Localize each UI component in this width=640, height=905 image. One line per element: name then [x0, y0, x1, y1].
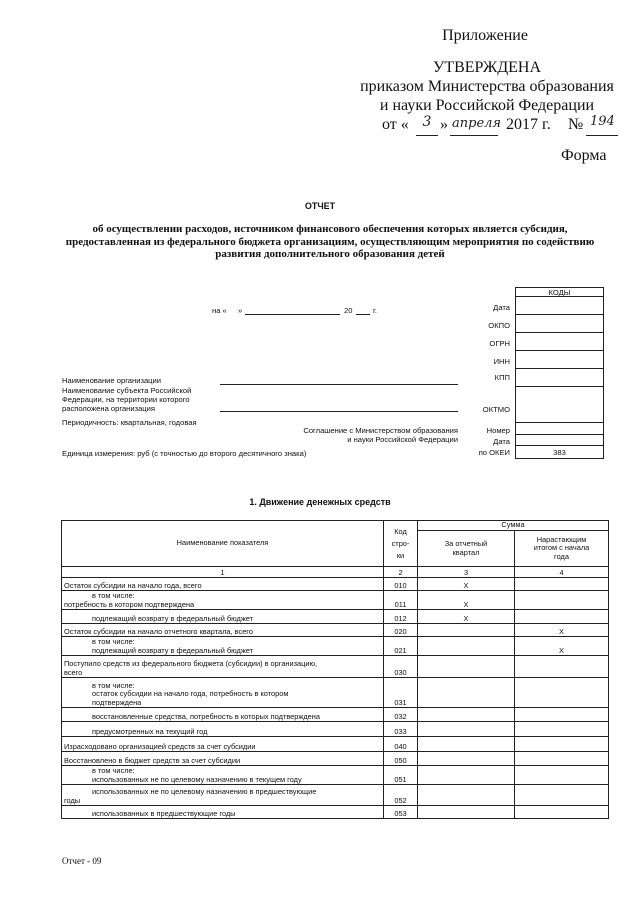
- col-number-1: 1: [62, 567, 384, 578]
- row-quarter-value[interactable]: [418, 737, 515, 752]
- appendix-label: Приложение: [442, 27, 528, 44]
- row-label: [62, 678, 384, 708]
- okei-value: 383: [553, 448, 566, 457]
- report-title: ОТЧЕТ: [304, 201, 336, 211]
- row-label-text-continued: подтверждена: [92, 697, 142, 707]
- row-code: 050: [384, 752, 418, 766]
- col-header-code: [384, 521, 418, 567]
- row-cumulative-value[interactable]: [515, 678, 609, 708]
- table-row-053: [62, 806, 609, 819]
- row-label: [62, 785, 384, 806]
- codes-title: КОДЫ: [548, 288, 571, 297]
- row-label: Израсходовано организацией средств за счет субсидии: [62, 737, 384, 752]
- table-row-051: [62, 766, 609, 785]
- subject-label-line-1: Наименование субъекта Российской: [62, 386, 192, 395]
- row-quarter-value[interactable]: [418, 637, 515, 656]
- row-label-text: потребность в котором подтверждена: [64, 599, 195, 609]
- unit-label: Единица измерения: руб (с точностью до второго десятичного знака): [62, 449, 307, 458]
- table-row-052: [62, 785, 609, 806]
- row-label: восстановленные средства, потребность в которых подтверждена: [62, 708, 384, 722]
- row-quarter-value[interactable]: [418, 752, 515, 766]
- row-label-text: подлежащий возврату в федеральный бюджет: [92, 645, 254, 655]
- report-date-quote: »: [238, 306, 243, 315]
- subject-label: [62, 386, 191, 413]
- row-code: 040: [384, 737, 418, 752]
- code-label-okpo: ОКПО: [488, 321, 510, 330]
- col-header-code-line-1: Код: [394, 526, 407, 536]
- row-code: 032: [384, 708, 418, 722]
- code-label-inn: ИНН: [493, 357, 510, 366]
- table-row-020: [62, 624, 609, 637]
- report-date-year: 20: [344, 306, 353, 315]
- row-label-prefix: в том числе:: [92, 680, 135, 690]
- row-label-prefix: в том числе:: [92, 637, 135, 647]
- row-label-suffix: годы: [64, 795, 81, 805]
- row-cumulative-value[interactable]: [515, 785, 609, 806]
- row-code: 020: [384, 624, 418, 637]
- code-label-kpp: КПП: [494, 373, 510, 382]
- report-subtitle: [40, 223, 620, 261]
- section-title: 1. Движение денежных средств: [249, 497, 391, 507]
- table-row-040: [62, 737, 609, 752]
- row-cumulative-value[interactable]: [515, 766, 609, 785]
- table-row-032: [62, 708, 609, 722]
- order-line-2: и науки Российской Федерации: [379, 97, 595, 114]
- order-date-prefix: от «: [382, 116, 409, 133]
- row-code: 053: [384, 806, 418, 819]
- col-number-4: 4: [515, 567, 609, 578]
- report-subtitle-line-3: развития дополнительного образования детей: [215, 248, 445, 260]
- table-row-021: [62, 637, 609, 656]
- code-label-agreement-date: Дата: [493, 437, 510, 446]
- form-label: Форма: [561, 147, 607, 164]
- col-header-name: Наименование показателя: [62, 521, 384, 567]
- agreement-label-line-1: Соглашение с Министерством образования: [303, 426, 458, 435]
- col-header-cumulative: [515, 531, 609, 567]
- table-row-050: [62, 752, 609, 766]
- table-row-010: [62, 578, 609, 591]
- row-code: 012: [384, 610, 418, 624]
- col-header-code-line-3: ки: [396, 550, 405, 560]
- row-cumulative-value[interactable]: [515, 656, 609, 678]
- row-label-text: использованных не по целевому назначению в предшествующие: [92, 787, 317, 797]
- report-date-g: г.: [373, 306, 377, 315]
- org-name-label: Наименование организации: [62, 376, 161, 385]
- row-quarter-value: X: [418, 591, 515, 610]
- row-cumulative-value[interactable]: [515, 722, 609, 737]
- code-label-number: Номер: [486, 426, 510, 435]
- order-number: 194: [590, 114, 615, 129]
- row-cumulative-value: X: [515, 637, 609, 656]
- cash-flow-table: [61, 520, 609, 819]
- row-label: Восстановлено в бюджет средств за счет субсидии: [62, 752, 384, 766]
- order-month: апреля: [452, 116, 502, 131]
- row-code: 051: [384, 766, 418, 785]
- row-label: использованных в предшествующие годы: [62, 806, 384, 819]
- row-cumulative-value[interactable]: [515, 610, 609, 624]
- report-year-field[interactable]: [356, 314, 370, 315]
- code-label-date: Дата: [493, 303, 510, 312]
- col-header-sum: Сумма: [418, 521, 609, 531]
- order-day: 3: [422, 114, 432, 130]
- row-quarter-value[interactable]: [418, 656, 515, 678]
- col-header-quarter-line-1: За отчетный: [444, 539, 488, 549]
- row-quarter-value[interactable]: [418, 806, 515, 819]
- code-label-okei: по ОКЕИ: [478, 448, 510, 457]
- order-number-sign: №: [568, 116, 584, 133]
- col-header-cumulative-line-2: итогом с начала: [533, 543, 590, 553]
- col-header-quarter: [418, 531, 515, 567]
- row-cumulative-value: X: [515, 624, 609, 637]
- row-code: 052: [384, 785, 418, 806]
- table-row-011: [62, 591, 609, 610]
- row-label: [62, 637, 384, 656]
- approved-label: УТВЕРЖДЕНА: [432, 59, 541, 76]
- row-cumulative-value[interactable]: [515, 806, 609, 819]
- code-label-ogrn: ОГРН: [489, 339, 510, 348]
- row-quarter-value[interactable]: [418, 624, 515, 637]
- row-label-prefix: в том числе:: [92, 591, 135, 601]
- agreement-label-line-2: и науки Российской Федерации: [347, 435, 458, 444]
- row-label: Остаток субсидии на начало года, всего: [62, 578, 384, 591]
- subject-label-line-3: расположена организация: [62, 404, 156, 413]
- row-code: 021: [384, 637, 418, 656]
- col-header-quarter-line-2: квартал: [452, 547, 480, 557]
- col-header-cumulative-line-3: года: [554, 551, 569, 561]
- row-code: 031: [384, 678, 418, 708]
- agreement-label: [240, 426, 458, 444]
- row-quarter-value[interactable]: [418, 708, 515, 722]
- row-code: 030: [384, 656, 418, 678]
- row-quarter-value[interactable]: [418, 785, 515, 806]
- col-header-code-line-2: стро-: [391, 538, 410, 548]
- row-label: подлежащий возврату в федеральный бюджет: [62, 610, 384, 624]
- footer-label: Отчет - 09: [62, 856, 102, 866]
- order-date-line: [382, 116, 622, 138]
- order-date-quote: »: [440, 116, 448, 133]
- row-label: [62, 591, 384, 610]
- row-cumulative-value[interactable]: [515, 752, 609, 766]
- row-code: 010: [384, 578, 418, 591]
- table-row-012: [62, 610, 609, 624]
- row-code: 033: [384, 722, 418, 737]
- row-quarter-value: X: [418, 610, 515, 624]
- row-cumulative-value[interactable]: [515, 578, 609, 591]
- report-subtitle-line-2: предоставленная из федерального бюджета организациям, осуществляющим мероприятия по содействию: [65, 235, 595, 248]
- report-subtitle-line-1: об осуществлении расходов, источником финансового обеспечения которых является субсидия,: [92, 223, 568, 235]
- report-month-field[interactable]: [245, 314, 340, 315]
- row-cumulative-value[interactable]: [515, 708, 609, 722]
- row-label-text: остаток субсидии на начало года, потребность в котором: [92, 689, 289, 699]
- row-label: предусмотренных на текущий год: [62, 722, 384, 737]
- row-cumulative-value[interactable]: [515, 737, 609, 752]
- order-year: 2017 г.: [506, 116, 551, 133]
- row-quarter-value[interactable]: [418, 766, 515, 785]
- row-quarter-value[interactable]: [418, 678, 515, 708]
- org-name-field[interactable]: [220, 384, 458, 385]
- row-label-suffix: всего: [64, 667, 83, 677]
- row-label: [62, 656, 384, 678]
- row-cumulative-value[interactable]: [515, 591, 609, 610]
- subject-field[interactable]: [220, 411, 458, 412]
- report-date-prefix: на «: [212, 306, 227, 315]
- order-line-1: приказом Министерства образования: [360, 78, 614, 95]
- row-code: 011: [384, 591, 418, 610]
- row-quarter-value[interactable]: [418, 722, 515, 737]
- row-label: Остаток субсидии на начало отчетного квартала, всего: [62, 624, 384, 637]
- table-row-031: [62, 678, 609, 708]
- col-number-3: 3: [418, 567, 515, 578]
- periodicity-label: Периодичность: квартальная, годовая: [62, 418, 197, 427]
- code-label-oktmo: ОКТМО: [482, 405, 510, 414]
- row-label-text: использованных не по целевому назначению в текущем году: [92, 774, 302, 784]
- col-number-2: 2: [384, 567, 418, 578]
- table-row-030: [62, 656, 609, 678]
- row-label-prefix: в том числе:: [92, 766, 135, 776]
- row-label-text: Поступило средств из федерального бюджета (субсидии) в организацию,: [64, 659, 318, 669]
- col-header-cumulative-line-1: Нарастающим: [536, 534, 587, 544]
- table-row-033: [62, 722, 609, 737]
- row-quarter-value: X: [418, 578, 515, 591]
- row-label: [62, 766, 384, 785]
- subject-label-line-2: Федерации, на территории которого: [62, 395, 190, 404]
